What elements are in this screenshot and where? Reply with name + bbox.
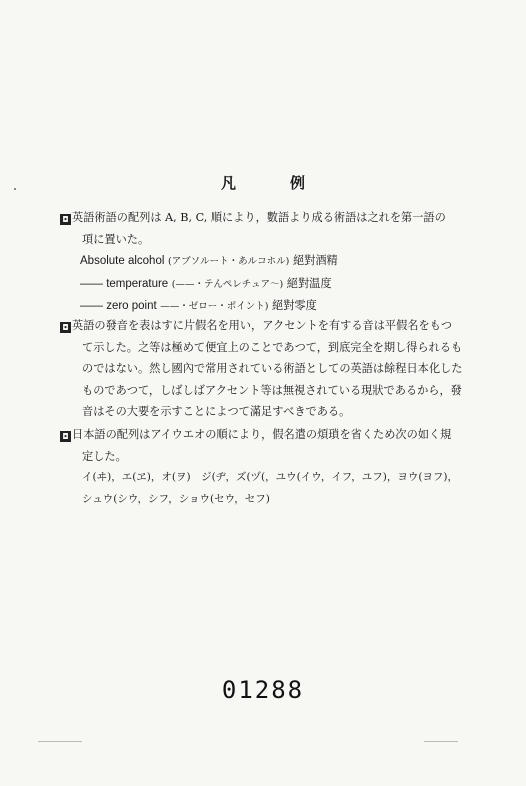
- example-row: —— zero point ——・ゼロー・ポイント) 絕對零度: [80, 299, 317, 312]
- section-pronunciation: [60, 315, 480, 423]
- section-japanese-order: [60, 424, 480, 510]
- example-row: Absolute alcohol (アブソルート・あルコホル) 絕對酒精: [80, 254, 338, 267]
- title-char-2: 例: [290, 174, 306, 192]
- square-bullet-icon: ◘: [60, 214, 71, 225]
- square-bullet-icon: ◘: [60, 431, 71, 442]
- scan-artifact: [424, 741, 458, 742]
- square-bullet-icon: ◘: [60, 322, 71, 333]
- paragraph-line: 定した。: [82, 449, 127, 463]
- paragraph-line: て示した。之等は極めて便宜上のことであつて，到底完全を期し得られるも: [82, 340, 463, 354]
- page-title: [0, 172, 526, 193]
- kana-rule-line: シュウ(シウ，シフ，ショウ(セウ，セフ): [82, 492, 270, 505]
- page-code: 01288: [221, 676, 305, 704]
- kana-rule-line: イ(ヰ)，エ(ヱ)，オ(ヲ) ジ(ヂ，ズ(ヅ(，ユウ(イウ，イフ，ユフ)，ヨウ(ヨフ)，: [82, 471, 459, 483]
- paragraph-line: 項に置いた。: [82, 232, 150, 246]
- paragraph-line: 音はその大要を示すことによつて滿足すべきである。: [82, 405, 351, 418]
- scan-artifact: [38, 741, 82, 742]
- scan-speck: [14, 188, 16, 190]
- paragraph-line: のではない。然し國內で常用されている術語としての英語は餘程日本化した: [82, 362, 463, 375]
- title-char-1: 凡: [220, 174, 236, 192]
- paragraph-line: ◘ 英語の發音を表はすに片假名を用い，アクセントを有する音は平假名をもつ: [60, 315, 480, 337]
- example-row: —— temperature (——・テんペレチュア〜) 絕對温度: [80, 276, 332, 290]
- paragraph-line: ものであつて，しばしばアクセント等は無視されている現狀であるから，發: [82, 383, 462, 397]
- paragraph-line: ◘ 日本語の配列はアイウエオの順により，假名遣の煩瑣を省くため次の如く規: [60, 424, 480, 446]
- section-english-order: [60, 207, 480, 318]
- paragraph-line: ◘ 英語術語の配列は A, B, C, 順により，數語より成る術語は之れを第一語の: [60, 207, 480, 229]
